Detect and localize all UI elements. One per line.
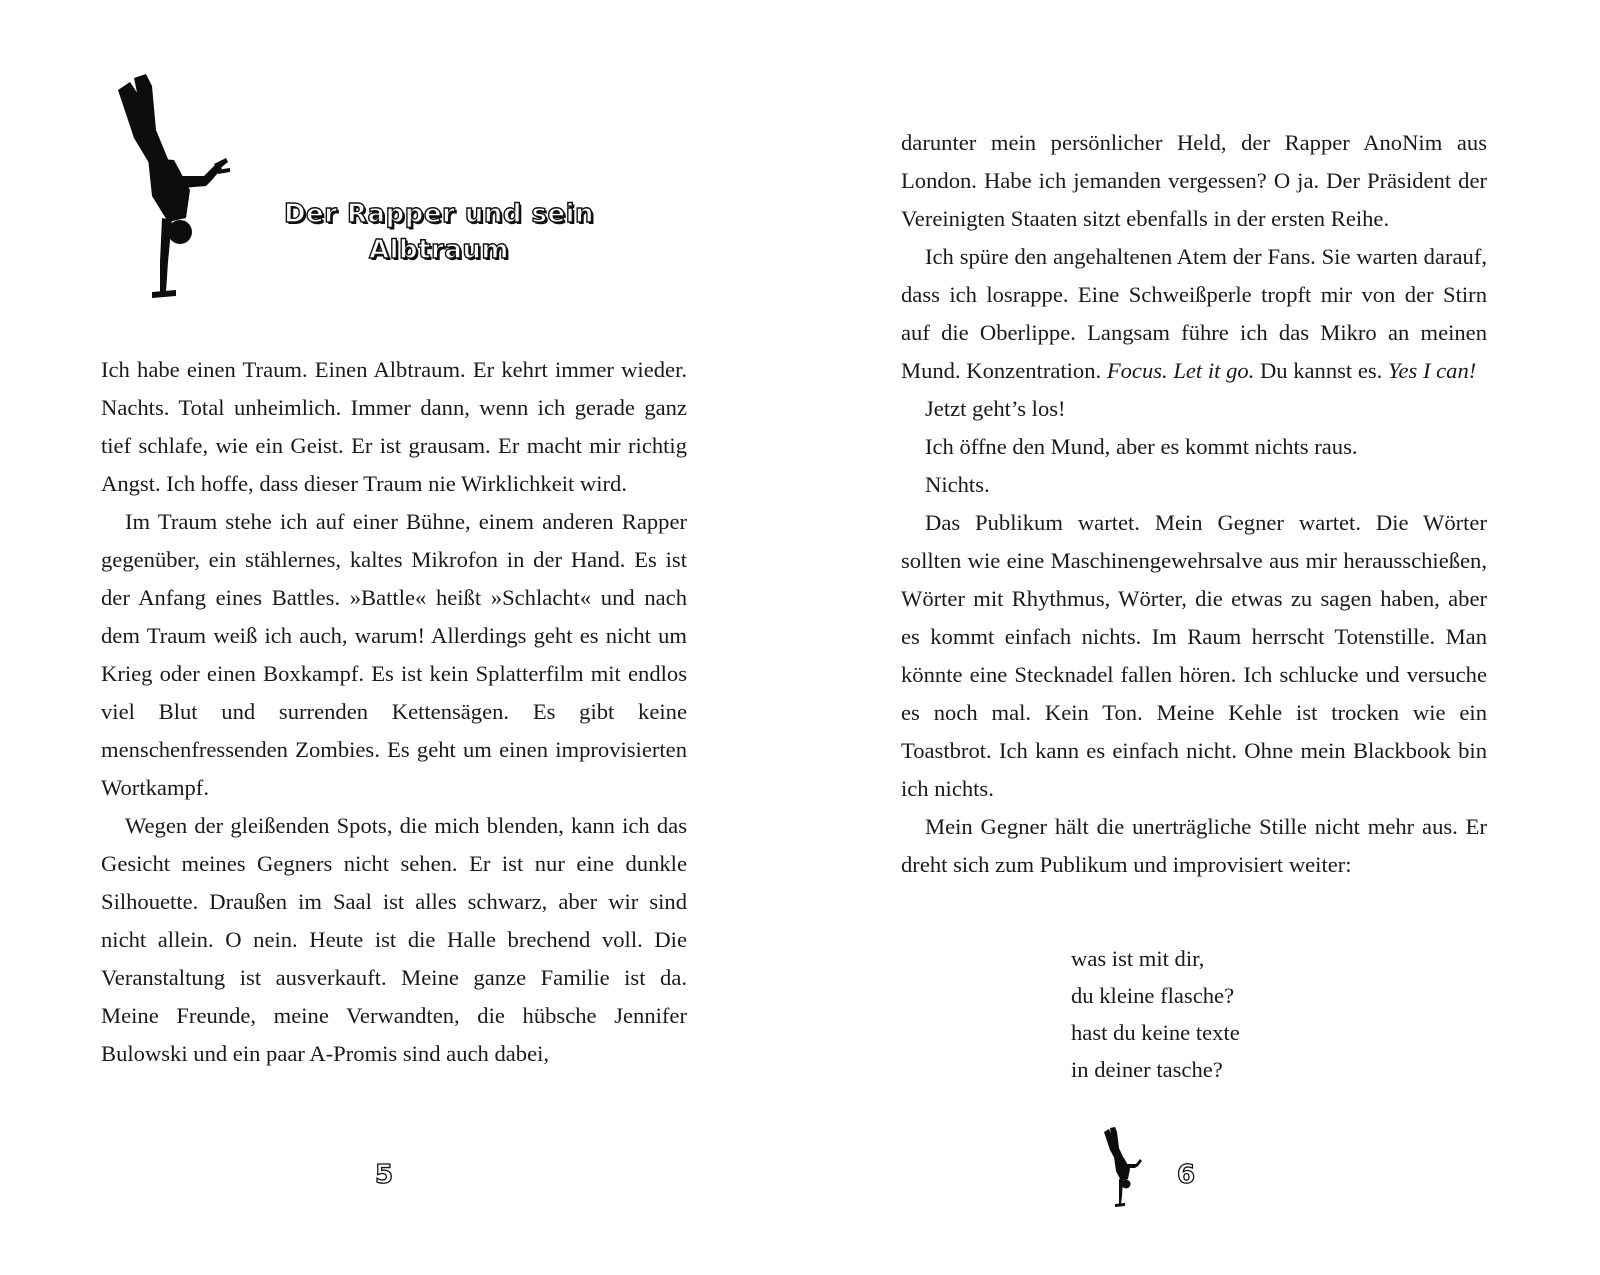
paragraph: [901, 238, 1487, 390]
paragraph-text: Ich spüre den angehaltenen Atem der Fans. Sie warten darauf, dass ich losrappe. Eine Schweißperle tropft mir von der Stirn auf die Oberlippe. Langsam führe ich das Mikro an meinen Mund. Konzentration.: [901, 244, 1487, 383]
paragraph: Das Publikum wartet. Mein Gegner wartet. Die Wörter sollten wie eine Maschinengewehrsalve aus mir herausschießen, Wörter mit Rhythmus, Wörter, die etwas zu sagen haben, aber es kommt einfach nichts. Im Raum herrscht Totenstille. Man könnte eine Stecknadel fallen hören. Ich schlucke und versuche es noch mal. Kein Ton. Meine Kehle ist trocken wie ein Toastbrot. Ich kann es einfach nicht. Ohne mein Blackbook bin ich nichts.: [901, 510, 1487, 801]
poem-line: du kleine flasche?: [1071, 983, 1235, 1008]
breakdancer-silhouette-icon: [108, 72, 238, 307]
left-body-text: [101, 351, 687, 1073]
page-number: 5: [375, 1160, 394, 1190]
paragraph: Jetzt geht’s los!: [925, 396, 1066, 421]
emphasis-text: Yes I can!: [1387, 358, 1477, 383]
paragraph: darunter mein persönlicher Held, der Rapper AnoNim aus London. Habe ich jemanden vergessen? O ja. Der Präsident der Vereinigten Staaten sitzt ebenfalls in der ersten Reihe.: [901, 130, 1487, 231]
paragraph: Nichts.: [925, 472, 990, 497]
poem-line: in deiner tasche?: [1071, 1057, 1223, 1082]
chapter-title: [244, 196, 634, 268]
poem-line: was ist mit dir,: [1071, 946, 1205, 971]
right-body-text: [901, 124, 1487, 884]
right-page: [800, 0, 1600, 1275]
poem-line: hast du keine texte: [1071, 1020, 1240, 1045]
breakdancer-silhouette-icon: [1100, 1126, 1144, 1208]
emphasis-text: Focus. Let it go.: [1106, 358, 1255, 383]
chapter-title-line-1: Der Rapper und sein: [283, 199, 595, 229]
paragraph: Ich öffne den Mund, aber es kommt nichts raus.: [925, 434, 1358, 459]
page-number: 6: [1177, 1160, 1196, 1190]
paragraph: Mein Gegner hält die unerträgliche Stille nicht mehr aus. Er dreht sich zum Publikum und improvisiert weiter:: [901, 814, 1487, 877]
paragraph: Wegen der gleißenden Spots, die mich blenden, kann ich das Gesicht meines Gegners nicht sehen. Er ist nur eine dunkle Silhouette. Draußen im Saal ist alles schwarz, aber wir sind nicht allein. O nein. Heute ist die Halle brechend voll. Die Veranstaltung ist ausverkauft. Meine ganze Familie ist da. Meine Freunde, meine Verwandten, die hübsche Jennifer Bulowski und ein paar A-Promis sind auch dabei,: [101, 813, 687, 1066]
paragraph-text: Du kannst es.: [1254, 358, 1388, 383]
poem-stanza: [1071, 940, 1240, 1088]
paragraph: Ich habe einen Traum. Einen Albtraum. Er kehrt immer wieder. Nachts. Total unheimlich. Immer dann, wenn ich gerade ganz tief schlafe, wie ein Geist. Er ist grausam. Er macht mir richtig Angst. Ich hoffe, dass dieser Traum nie Wirklichkeit wird.: [101, 357, 687, 496]
paragraph: Im Traum stehe ich auf einer Bühne, einem anderen Rapper gegenüber, ein stählernes, kaltes Mikrofon in der Hand. Es ist der Anfang eines Battles. »Battle« heißt »Schlacht« und nach dem Traum weiß ich auch, warum! Allerdings geht es nicht um Krieg oder einen Boxkampf. Es ist kein Splatterfilm mit endlos viel Blut und surrenden Kettensägen. Es gibt keine menschenfressenden Zombies. Es geht um einen improvisierten Wortkampf.: [101, 509, 687, 800]
chapter-title-line-2: Albtraum: [368, 235, 510, 265]
